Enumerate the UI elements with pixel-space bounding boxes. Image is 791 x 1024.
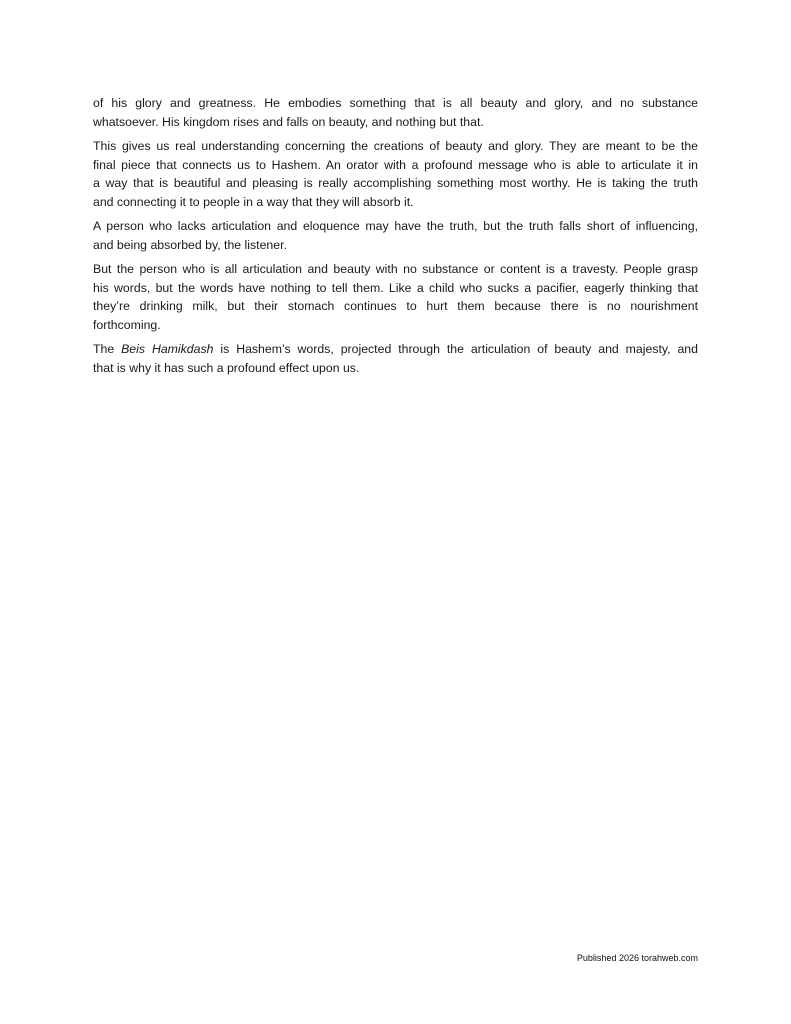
text-line: his words, but the words have nothing to tell them. Like a child who sucks a pacifier, eagerly thinking that	[93, 280, 698, 295]
text-run: The	[93, 342, 122, 356]
italic-term: Beis Hamikdash	[121, 342, 214, 356]
footer-published: Published 2026 torahweb.com	[576, 953, 698, 963]
text-line: they’re drinking milk, but their stomach continues to hurt them because there is no nourishment	[93, 299, 698, 313]
text-line: that is why it has such a profound effect upon us.	[93, 360, 360, 375]
paragraph	[93, 217, 698, 254]
text-line	[93, 340, 698, 359]
text-line: But the person who is all articulation and beauty with no substance or content is a travesty. People grasp	[93, 262, 698, 276]
text-line: and connecting it to people in a way that they will absorb it.	[93, 194, 414, 209]
paragraph	[93, 260, 698, 334]
text-line: and being absorbed by, the listener.	[93, 237, 287, 252]
document-body	[93, 94, 698, 383]
text-line: whatsoever. His kingdom rises and falls on beauty, and nothing but that.	[93, 114, 484, 129]
paragraph	[93, 340, 698, 377]
text-line: of his glory and greatness. He embodies something that is all beauty and glory, and no substance	[93, 96, 698, 110]
paragraph	[93, 94, 698, 131]
paragraph	[93, 137, 698, 211]
text-line: final piece that connects us to Hashem. An orator with a profound message who is able to articulate it in	[93, 157, 698, 172]
text-line: a way that is beautiful and pleasing is really accomplishing something most worthy. He is taking the truth	[93, 176, 698, 190]
text-line: This gives us real understanding concerning the creations of beauty and glory. They are meant to be the	[93, 139, 698, 153]
text-line: A person who lacks articulation and eloquence may have the truth, but the truth falls short of influencing,	[93, 219, 698, 233]
text-run: is Hashem’s words, projected through the articulation of beauty and majesty, and	[213, 342, 698, 356]
text-line: forthcoming.	[93, 317, 161, 332]
